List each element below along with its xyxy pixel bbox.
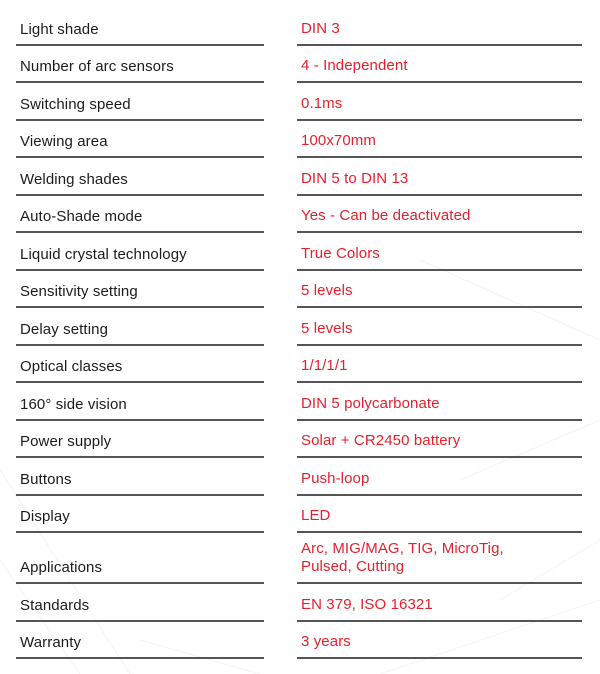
- row-divider-right: [297, 657, 582, 659]
- spec-label: Power supply: [20, 433, 112, 450]
- spec-value: LED: [301, 507, 331, 524]
- spec-row-delay: [16, 308, 582, 346]
- specs-table: [16, 8, 582, 659]
- spec-label: Applications: [20, 559, 103, 576]
- spec-row-welding-shades: [16, 158, 582, 196]
- spec-value: 4 - Independent: [301, 57, 408, 74]
- spec-value: 3 years: [301, 633, 351, 650]
- spec-value: 5 levels: [301, 319, 353, 337]
- spec-label: Warranty: [20, 634, 82, 651]
- spec-value: True Colors: [301, 244, 380, 262]
- spec-label: Liquid crystal technology: [20, 245, 187, 263]
- spec-row-power-supply: [16, 421, 582, 459]
- spec-row-warranty: [16, 622, 582, 660]
- spec-row-buttons: [16, 458, 582, 496]
- spec-row-light-shade: [16, 8, 582, 46]
- spec-label: Standards: [20, 596, 90, 614]
- spec-value: Push-loop: [301, 469, 370, 487]
- spec-label: Display: [20, 508, 70, 525]
- spec-label: Delay setting: [20, 320, 109, 338]
- spec-label: Sensitivity setting: [20, 283, 138, 300]
- spec-row-switching-speed: [16, 83, 582, 121]
- spec-value: Yes - Can be deactivated: [301, 207, 471, 224]
- spec-row-auto-shade-mode: [16, 196, 582, 234]
- spec-value: 5 levels: [301, 282, 353, 299]
- spec-value: Solar + CR2450 battery: [301, 432, 461, 449]
- spec-value-line-1: Arc, MIG/MAG, TIG, MicroTig,: [301, 540, 504, 557]
- spec-value: 100x70mm: [301, 132, 377, 149]
- spec-row-viewing-area: [16, 121, 582, 159]
- row-divider-left: [16, 657, 264, 659]
- spec-label: Light shade: [20, 20, 99, 38]
- spec-label: Number of arc sensors: [20, 58, 174, 75]
- spec-value: 1/1/1/1: [301, 357, 348, 374]
- spec-value: DIN 5 polycarbonate: [301, 394, 440, 412]
- spec-row-applications: [16, 533, 582, 584]
- spec-value: DIN 5 to DIN 13: [301, 169, 409, 187]
- spec-row-display: [16, 496, 582, 534]
- spec-label: Optical classes: [20, 358, 123, 375]
- spec-value: [301, 540, 504, 576]
- spec-value-line-2: Pulsed, Cutting: [301, 558, 405, 575]
- spec-row-liquid-crystal: [16, 233, 582, 271]
- spec-label: Auto-Shade mode: [20, 208, 143, 225]
- spec-label: Switching speed: [20, 95, 131, 113]
- spec-row-standards: [16, 584, 582, 622]
- spec-row-optical-classes: [16, 346, 582, 384]
- spec-row-side-vision: [16, 383, 582, 421]
- spec-value: EN 379, ISO 16321: [301, 595, 433, 613]
- spec-label: 160° side vision: [20, 395, 127, 413]
- spec-label: Buttons: [20, 470, 72, 488]
- spec-value: 0.1ms: [301, 94, 343, 112]
- spec-label: Viewing area: [20, 133, 108, 150]
- spec-row-sensitivity: [16, 271, 582, 309]
- spec-row-arc-sensors: [16, 46, 582, 84]
- spec-value: DIN 3: [301, 19, 340, 37]
- spec-label: Welding shades: [20, 170, 128, 188]
